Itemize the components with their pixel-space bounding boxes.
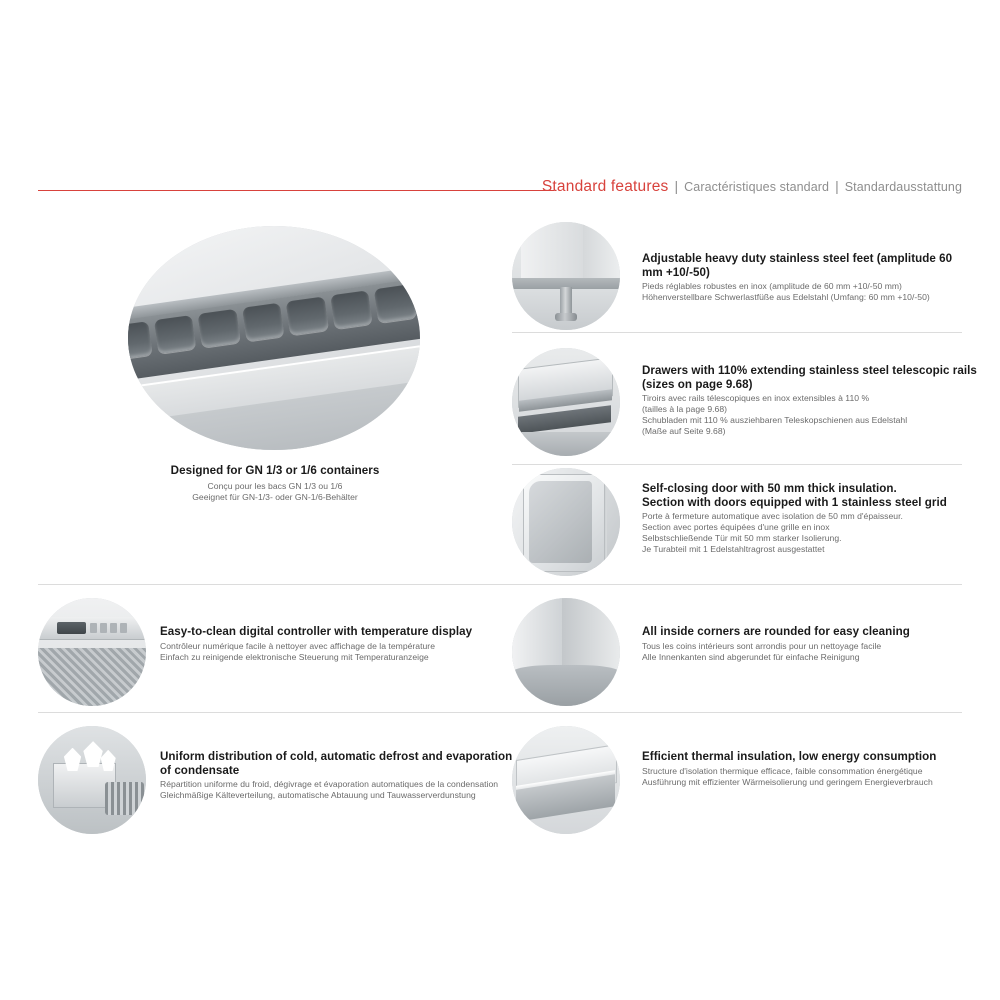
self-closing-door-caption <box>642 482 982 555</box>
divider-feet <box>512 332 962 333</box>
door-caption-en-1: Self-closing door with 50 mm thick insulation. <box>642 482 897 495</box>
door-caption-fr-1: Porte à fermeture automatique avec isolation de 50 mm d'épaisseur. <box>642 511 903 522</box>
divider-row-middle <box>38 584 962 585</box>
insulation-caption-en: Efficient thermal insulation, low energy consumption <box>642 750 937 763</box>
insulation-caption-de: Ausführung mit effizienter Wärmeisolierung und geringem Energieverbrauch <box>642 776 933 787</box>
drawers-caption-de-1: Schubladen mit 110 % ausziehbaren Teleskopschienen aus Edelstahl <box>642 415 908 426</box>
feet-caption-de: Höhenverstellbare Schwerlastfüße aus Edelstahl (Umfang: 60 mm +10/-50) <box>642 292 930 303</box>
drawers-caption-de-2: (Maße auf Seite 9.68) <box>642 426 726 437</box>
corners-caption-fr: Tous les coins intérieurs sont arrondis pour un nettoyage facile <box>642 640 882 651</box>
door-caption-de-1: Selbstschließende Tür mit 50 mm starker Isolierung. <box>642 533 842 544</box>
drawers-caption-en-1: Drawers with 110% extending stainless steel telescopic rails <box>642 364 977 377</box>
page-header <box>38 178 962 202</box>
gn-containers-caption <box>120 464 430 503</box>
title-separator-1: | <box>674 178 679 194</box>
digital-controller-caption <box>160 625 496 663</box>
cold-distribution-image <box>38 726 146 834</box>
header-rule <box>38 190 554 191</box>
drawers-caption-en-2: (sizes on page 9.68) <box>642 377 753 391</box>
gn-caption-fr: Conçu pour les bacs GN 1/3 ou 1/6 <box>207 480 343 491</box>
cold-caption-fr: Répartition uniforme du froid, dégivrage et évaporation automatiques de la condensation <box>160 779 499 790</box>
gn-caption-en: Designed for GN 1/3 or 1/6 containers <box>170 464 380 477</box>
divider-drawers <box>512 464 962 465</box>
feet-caption-fr: Pieds réglables robustes en inox (amplitude de 60 mm +10/-50 mm) <box>642 281 902 292</box>
page-title-en: Standard features <box>541 178 669 195</box>
page-title-fr: Caractéristiques standard <box>684 180 830 194</box>
gn-caption-de: Geeignet für GN-1/3- oder GN-1/6-Behälter <box>192 491 358 502</box>
adjustable-feet-image <box>512 222 620 330</box>
corners-caption-de: Alle Innenkanten sind abgerundet für einfache Reinigung <box>642 651 860 662</box>
gn-containers-image <box>128 226 420 450</box>
telescopic-drawer-caption <box>642 364 978 437</box>
rounded-corners-caption <box>642 625 978 663</box>
controller-caption-fr: Contrôleur numérique facile à nettoyer avec affichage de la température <box>160 640 435 651</box>
title-separator-2: | <box>835 178 839 194</box>
insulation-caption-fr: Structure d'isolation thermique efficace, faible consommation énergétique <box>642 765 923 776</box>
cold-caption-de: Gleichmäßige Kälteverteilung, automatische Abtauung und Tauwasserverdunstung <box>160 790 476 801</box>
cold-caption-en: Uniform distribution of cold, automatic defrost and evaporation of condensate <box>160 750 513 777</box>
feet-caption-en: Adjustable heavy duty stainless steel feet (amplitude 60 mm +10/-50) <box>642 252 953 279</box>
header-titles <box>542 178 962 196</box>
door-caption-de-2: Je Turabteil mit 1 Edelstahltragrost ausgestattet <box>642 544 825 555</box>
thermal-insulation-image <box>512 726 620 834</box>
corners-caption-en: All inside corners are rounded for easy cleaning <box>642 625 910 638</box>
self-closing-door-image <box>512 468 620 576</box>
controller-caption-en: Easy-to-clean digital controller with temperature display <box>160 625 473 638</box>
controller-caption-de: Einfach zu reinigende elektronische Steuerung mit Temperaturanzeige <box>160 651 429 662</box>
thermal-insulation-caption <box>642 750 982 788</box>
adjustable-feet-caption <box>642 252 972 303</box>
drawers-caption-fr-1: Tiroirs avec rails télescopiques en inox extensibles à 110 % <box>642 393 870 404</box>
telescopic-drawer-image <box>512 348 620 456</box>
cold-distribution-caption <box>160 750 520 801</box>
divider-row-bottom <box>38 712 962 713</box>
drawers-caption-fr-2: (tailles à la page 9.68) <box>642 404 728 415</box>
door-caption-fr-2: Section avec portes équipées d'une grille en inox <box>642 522 830 533</box>
page-title-de: Standardausstattung <box>844 180 962 194</box>
rounded-corners-image <box>512 598 620 706</box>
door-caption-en-2: Section with doors equipped with 1 stainless steel grid <box>642 495 947 509</box>
digital-controller-image <box>38 598 146 706</box>
